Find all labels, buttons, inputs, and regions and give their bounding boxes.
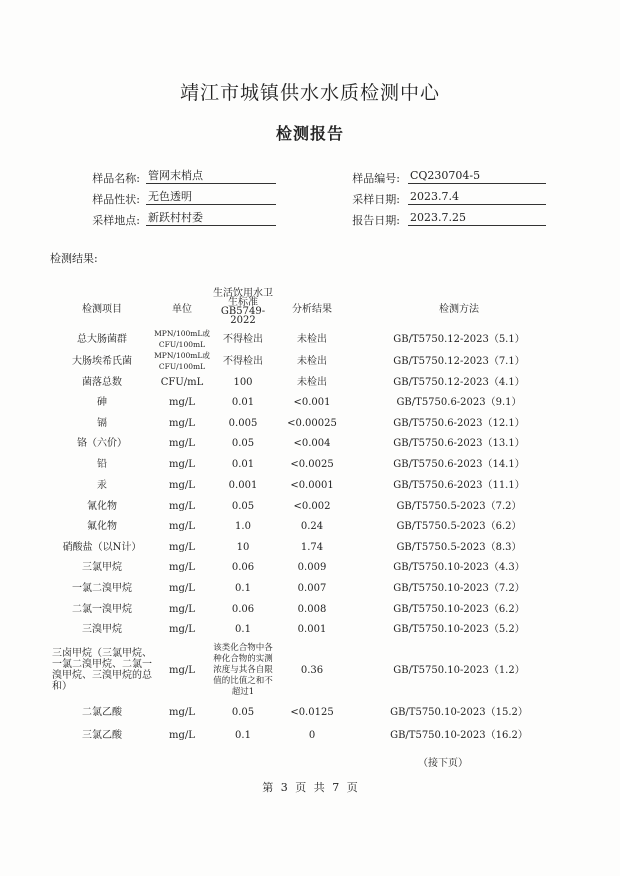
header-item: 检测项目	[82, 303, 122, 315]
cell-standard: 0.1	[235, 729, 251, 741]
cell-item: 菌落总数	[82, 376, 122, 388]
cell-item: 二氯一溴甲烷	[72, 603, 132, 615]
cell-unit: mg/L	[169, 521, 195, 532]
cell-standard: 该类化合物中各种化合物的实测浓度与其各自限值的比值之和不超过1	[213, 642, 273, 697]
cell-result: 0.36	[300, 664, 324, 676]
table-row	[50, 350, 570, 372]
cell-result: <0.00025	[287, 417, 337, 429]
cell-item: 三溴甲烷	[82, 624, 122, 635]
cell-method: GB/T5750.5-2023（6.2）	[396, 521, 522, 532]
sample-no-label: 样品编号:	[352, 172, 400, 185]
results-label: 检测结果:	[50, 252, 98, 265]
cell-standard: 0.05	[231, 438, 255, 449]
table-row	[50, 413, 570, 433]
table-row	[50, 640, 570, 700]
table-row	[50, 392, 570, 413]
cell-result: <0.004	[293, 438, 331, 449]
cell-unit: mg/L	[169, 583, 195, 594]
cell-item: 一氯二溴甲烷	[72, 583, 132, 594]
cell-method: GB/T5750.10-2023（4.3）	[393, 562, 525, 573]
cell-result: <0.0125	[290, 706, 334, 718]
sample-state-value: 无色透明	[146, 190, 276, 205]
page-total: 7	[332, 781, 340, 794]
cell-item: 氰化物	[87, 500, 117, 512]
sample-state-label: 样品性状:	[92, 193, 140, 206]
cell-item: 硝酸盐（以N计）	[62, 541, 142, 553]
cell-method: GB/T5750.10-2023（15.2）	[390, 706, 528, 718]
page-current: 3	[280, 781, 288, 794]
cell-item: 汞	[97, 480, 107, 491]
table-row	[50, 578, 570, 599]
header-unit: 单位	[172, 303, 192, 315]
cell-standard: 0.06	[231, 562, 255, 573]
cell-unit: MPN/100mL或CFU/100mL	[154, 329, 210, 349]
cell-unit: mg/L	[169, 417, 195, 429]
cell-unit: mg/L	[169, 397, 195, 408]
table-row	[50, 724, 570, 746]
cell-method: GB/T5750.10-2023（5.2）	[393, 624, 525, 635]
table-body	[50, 328, 570, 746]
table-row	[50, 433, 570, 454]
cell-method: GB/T5750.12-2023（5.1）	[393, 333, 525, 345]
cell-standard: 0.005	[228, 417, 258, 429]
table-row	[50, 700, 570, 724]
sampling-site-label: 采样地点:	[92, 214, 140, 227]
table-header-row	[50, 286, 570, 328]
table-row	[50, 557, 570, 578]
cell-result: 0.009	[297, 562, 327, 573]
page-number	[0, 779, 620, 795]
cell-result: 1.74	[300, 541, 324, 553]
cell-result: 0.008	[297, 603, 327, 615]
cell-method: GB/T5750.10-2023（1.2）	[393, 664, 525, 676]
cell-item: 三氯乙酸	[82, 729, 122, 741]
cell-unit: MPN/100mL或CFU/100mL	[154, 351, 210, 371]
cell-result: <0.0025	[290, 459, 334, 470]
sampling-date-value: 2023.7.4	[408, 190, 546, 205]
cell-item: 铅	[97, 459, 107, 470]
cell-method: GB/T5750.6-2023（9.1）	[396, 397, 522, 408]
cell-standard: 不得检出	[223, 333, 263, 345]
cell-method: GB/T5750.5-2023（7.2）	[396, 500, 522, 512]
cell-result: 未检出	[297, 376, 327, 388]
cell-unit: mg/L	[169, 562, 195, 573]
cell-method: GB/T5750.12-2023（7.1）	[393, 355, 525, 367]
cell-result: 0	[308, 729, 316, 741]
cell-method: GB/T5750.12-2023（4.1）	[393, 376, 525, 388]
cell-item: 二氯乙酸	[82, 706, 122, 718]
cell-method: GB/T5750.5-2023（8.3）	[396, 541, 522, 553]
cell-result: <0.0001	[290, 480, 334, 491]
cell-item: 砷	[97, 397, 107, 408]
cell-unit: mg/L	[169, 603, 195, 615]
cell-unit: mg/L	[169, 438, 195, 449]
cell-standard: 0.01	[231, 397, 255, 408]
cell-item: 镉	[97, 417, 107, 429]
cell-standard: 100	[233, 376, 253, 388]
header-standard: 生活饮用水卫生标准GB5749-2022	[213, 288, 273, 326]
header-method: 检测方法	[439, 303, 479, 315]
table-row	[50, 454, 570, 475]
table-row	[50, 619, 570, 640]
sampling-date-label: 采样日期:	[352, 193, 400, 206]
cell-standard: 10	[236, 541, 250, 553]
report-title: 靖江市城镇供水水质检测中心	[179, 82, 440, 104]
cell-result: <0.002	[293, 500, 331, 512]
cell-standard: 0.01	[231, 459, 255, 470]
results-table	[50, 286, 570, 746]
table-row	[50, 516, 570, 537]
table-row	[50, 372, 570, 392]
sample-name-label: 样品名称:	[92, 172, 140, 185]
table-row	[50, 537, 570, 557]
cell-method: GB/T5750.6-2023（14.1）	[393, 459, 525, 470]
cell-method: GB/T5750.10-2023（6.2）	[393, 603, 525, 615]
sample-name-value: 管网末梢点	[146, 169, 276, 184]
cell-item: 总大肠菌群	[77, 333, 127, 345]
cell-unit: mg/L	[169, 459, 195, 470]
cell-method: GB/T5750.6-2023（11.1）	[393, 480, 525, 491]
report-date-label: 报告日期:	[352, 214, 400, 227]
cell-method: GB/T5750.10-2023（7.2）	[393, 583, 525, 594]
sample-no-value: CQ230704-5	[408, 169, 546, 184]
table-row	[50, 599, 570, 619]
cell-result: 未检出	[297, 355, 327, 367]
cell-method: GB/T5750.6-2023（12.1）	[393, 417, 525, 429]
cell-standard: 1.0	[235, 521, 251, 532]
cell-result: 0.24	[300, 521, 324, 532]
cell-unit: mg/L	[169, 706, 195, 718]
cell-standard: 0.1	[235, 624, 251, 635]
cell-unit: mg/L	[169, 729, 195, 741]
cell-item: 三卤甲烷（三氯甲烷、一氯二溴甲烷、二氯一溴甲烷、三溴甲烷的总和）	[52, 648, 152, 692]
cell-method: GB/T5750.6-2023（13.1）	[393, 438, 525, 449]
cell-unit: mg/L	[169, 664, 195, 676]
cell-result: 未检出	[297, 333, 327, 345]
cell-unit: mg/L	[169, 624, 195, 635]
cell-item: 大肠埃希氏菌	[72, 355, 132, 367]
cell-item: 氟化物	[87, 521, 117, 532]
cell-result: 0.001	[297, 624, 327, 635]
cell-standard: 不得检出	[223, 355, 263, 367]
report-subtitle: 检测报告	[275, 124, 344, 143]
report-date-value: 2023.7.25	[408, 211, 546, 226]
cell-standard: 0.05	[231, 500, 255, 512]
cell-unit: mg/L	[169, 500, 195, 512]
table-row	[50, 475, 570, 496]
page-mid: 页 共	[295, 781, 325, 794]
sampling-site-value: 新跃村村委	[146, 211, 276, 226]
table-row	[50, 496, 570, 516]
cell-standard: 0.001	[228, 480, 258, 491]
cell-standard: 0.1	[235, 583, 251, 594]
cell-result: 0.007	[297, 583, 327, 594]
table-row	[50, 328, 570, 350]
continued-note: （接下页）	[418, 758, 468, 769]
cell-unit: mg/L	[169, 480, 195, 491]
cell-result: <0.001	[293, 397, 331, 408]
page-prefix: 第	[262, 781, 274, 794]
cell-standard: 0.05	[231, 706, 255, 718]
page-suffix: 页	[346, 781, 358, 794]
cell-item: 三氯甲烷	[82, 562, 122, 573]
header-result: 分析结果	[292, 303, 332, 315]
cell-item: 铬（六价）	[77, 438, 127, 449]
cell-standard: 0.06	[231, 603, 255, 615]
cell-method: GB/T5750.10-2023（16.2）	[390, 729, 528, 741]
cell-unit: CFU/mL	[160, 376, 204, 388]
cell-unit: mg/L	[169, 541, 195, 553]
